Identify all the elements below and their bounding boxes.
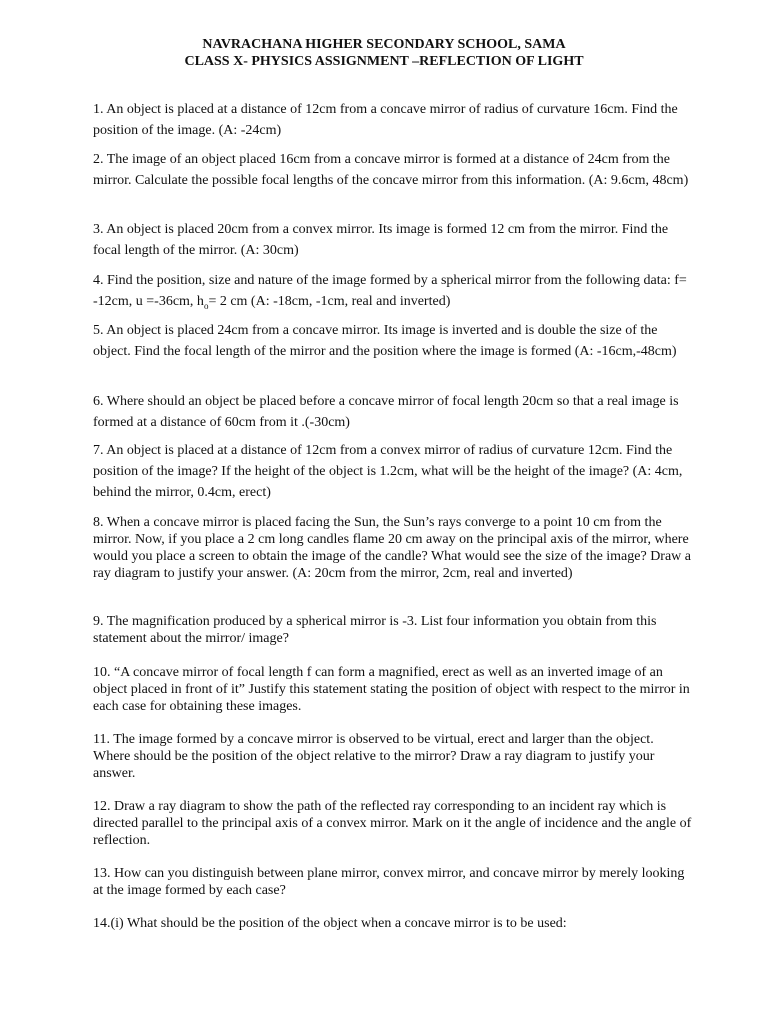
question-3: 3. An object is placed 20cm from a convex mirror. Its image is formed 12 cm from the mirror. Find the focal length of the mirror. (A: 30cm)	[93, 222, 669, 258]
assignment-title: CLASS X- PHYSICS ASSIGNMENT –REFLECTION OF LIGHT	[184, 54, 584, 69]
question-6: 6. Where should an object be placed before a concave mirror of focal length 20cm so that a real image is formed at a distance of 60cm from it .(-30cm)	[93, 394, 679, 430]
question-5: 5. An object is placed 24cm from a concave mirror. Its image is inverted and is double the size of the object. Find the focal length of the mirror and the position where the image is formed (A: -16cm,-48cm)	[93, 323, 677, 359]
school-name: NAVRACHANA HIGHER SECONDARY SCHOOL, SAMA	[202, 37, 566, 52]
question-10: 10. “A concave mirror of focal length f can form a magnified, erect as well as an inverted image of an object placed in front of it” Justify this statement stating the position of object with respect to the mirror in each case for obtaining these images.	[93, 665, 690, 714]
question-1: 1. An object is placed at a distance of 12cm from a concave mirror of radius of curvature 16cm. Find the position of the image. (A: -24cm)	[93, 102, 678, 138]
question-9: 9. The magnification produced by a spherical mirror is -3. List four information you obtain from this statement about the mirror/ image?	[93, 614, 657, 646]
question-4-text: 4. Find the position, size and nature of the image formed by a spherical mirror from the following data: f= -12cm, u =-36cm, h	[93, 273, 687, 309]
question-4	[93, 270, 693, 312]
question-8: 8. When a concave mirror is placed facing the Sun, the Sun’s rays converge to a point 10 cm from the mirror. Now, if you place a 2 cm long candles flame 20 cm away on the principal axis of the mirror, where would you place a screen to obtain the image of the candle? What would see the size of the image? Draw a ray diagram to justify your answer. (A: 20cm from the mirror, 2cm, real and inverted)	[93, 515, 692, 581]
question-7: 7. An object is placed at a distance of 12cm from a convex mirror of radius of curvature 12cm. Find the position of the image? If the height of the object is 1.2cm, what will be the height of the image? (A: 4cm, behind the mirror, 0.4cm, erect)	[93, 443, 683, 500]
question-11: 11. The image formed by a concave mirror is observed to be virtual, erect and larger than the object. Where should be the position of the object relative to the mirror? Draw a ray diagram to justify your answer.	[93, 732, 655, 781]
question-4-text-end: = 2 cm (A: -18cm, -1cm, real and inverted)	[208, 294, 451, 309]
question-2: 2. The image of an object placed 16cm from a concave mirror is formed at a distance of 24cm from the mirror. Calculate the possible focal lengths of the concave mirror from this information. (A: 9.6cm, 48cm)	[93, 152, 689, 188]
question-13: 13. How can you distinguish between plane mirror, convex mirror, and concave mirror by merely looking at the image formed by each case?	[93, 866, 685, 898]
question-4-subscript: o	[203, 300, 209, 311]
question-12: 12. Draw a ray diagram to show the path of the reflected ray corresponding to an incident ray which is directed parallel to the principal axis of a convex mirror. Mark on it the angle of incidence and the angle of reflection.	[93, 799, 692, 848]
document-header	[0, 0, 768, 70]
question-14: 14.(i) What should be the position of the object when a concave mirror is to be used:	[93, 916, 567, 931]
